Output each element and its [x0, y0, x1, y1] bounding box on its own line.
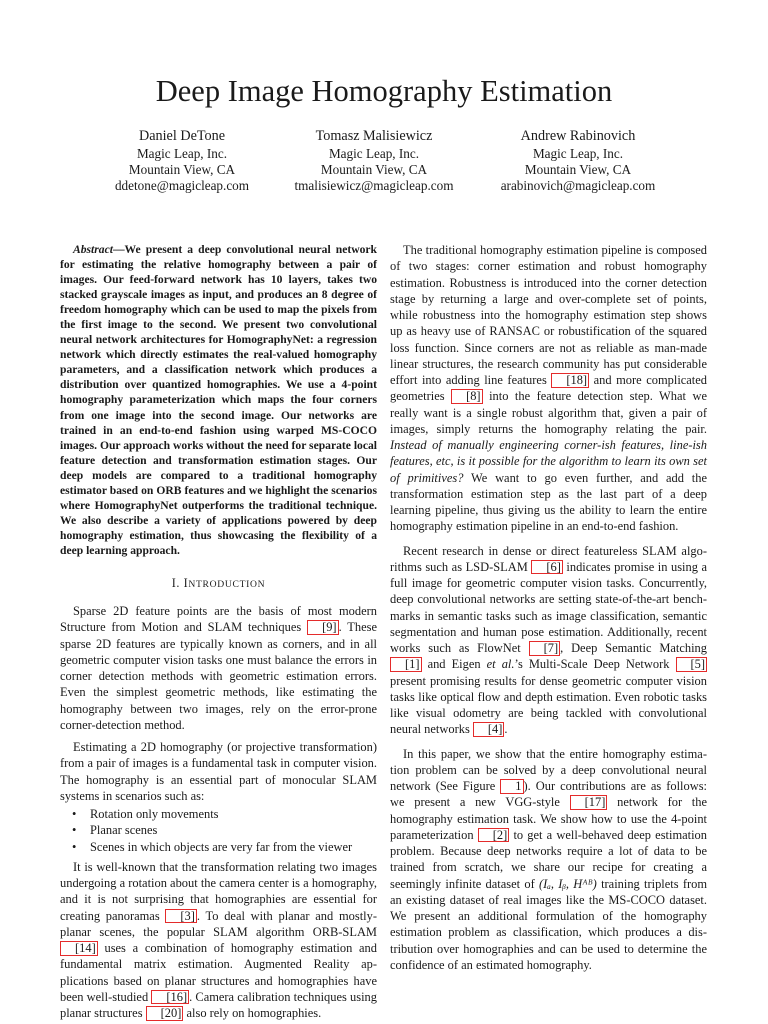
- paragraph: Recent research in dense or direct featureless SLAM algorithms such as LSD-SLAM [6] indicates promise in using a full image for geometric computer vision tasks. Concurrently, deep convolutional networks are setting state-of-the-art benchmarks in semantic tasks such as image classification, semantic segmentation and human pose estimation. Additionally, recent works such as FlowNet [7] , Deep Semantic Matching [1] and Eigen et al.’s Multi-Scale Deep Network [5] present promising results for dense geometric computer vision tasks like optical flow and depth estimation. Even robotic tasks like visual odometry are being tackled with convolutional neural networks [4] .: [390, 543, 707, 737]
- paragraph: In this paper, we show that the entire homography estimation problem can be solved by a deep convolutional neural network (See Figure 1 ). Our contributions are as follows: we present a new VGG-style [17] network for the homography estimation task. We show how to use the 4-point parameterization [2] to get a well-behaved deep estimation problem. Because deep networks require a lot of data to be trained from scratch, we share our recipe for creating a seemingly infinite dataset of (Iₐ, Iᵦ, Hᴬᴮ) training triplets from an existing dataset of real images like the MS-COCO dataset. We present an additional formulation of the homography estimation problem as classification, which produces a distribution over homographies and can be used to determine the confidence of an estimated homography.: [390, 746, 708, 972]
- abstract-label: Abstract: [73, 243, 113, 256]
- author-name: Andrew Rabinovich: [520, 128, 636, 144]
- paragraph: The traditional homography estimation pipeline is composed of two stages: corner estimation and robust homography estimation. Robustness is introduced into the corner detection stage by returning a large and over-complete set of points, while robustness into the homography estimation step shows up as heavy use of RANSAC or robustification of the squared loss function. Since corners are not as reliable as man-made linear structures, the research community has put considerable effort into adding line features [18] and more complicated geometries [8] into the feature detection step. What we really want is a single robust algorithm that, given a pair of images, simply returns the homography relating the pair. Instead of manually engineering corner-ish features, line-ish features, etc, is it possible for the algorithm to learn its own set of primitives? We want to go even further, and add the transformation estimation step as the last part of a deep learning pipeline, thus giving us the ability to learn the entire homography estimation pipeline in an end-to-end fashion.: [390, 243, 708, 534]
- bullet-icon: •: [72, 823, 77, 838]
- citation-link[interactable]: [1]: [390, 657, 422, 672]
- citation-link[interactable]: [3]: [165, 909, 197, 924]
- author-org: Magic Leap, Inc.: [532, 146, 624, 161]
- italic-question: Instead of manually engineering corner-ish features, line-ish features, etc, is it possible for the algorithm to learn its own set of primitives?: [390, 438, 707, 485]
- citation-link[interactable]: [16]: [151, 990, 189, 1005]
- abstract-text: —We present a deep convolutional neural network for estimating the relative homography between a pair of images. Our feed-forward network has 10 layers, takes two stacked grayscale images as input, and produces an 8 degree of freedom homography which can be used to map the pixels from the first image to the second. We present two convolutional neural network architectures for HomographyNet: a regression network which directly estimates the real-valued homography parameters, and a classification network which produces a distribution over quantized homographies. We use a 4-point homography parameterization which maps the four corners from one image into the second image. Our networks are trained in an end-to-end fashion using warped MS-COCO images. Our approach works without the need for separate local feature detection and transformation estimation stages. Our deep models are compared to a traditional homography estimator based on ORB features and we highlight the scenarios where HomographyNet outperforms the traditional technique. We also describe a variety of applications powered by deep homography estimation, thus showcasing the flexibility of a deep learning approach.: [60, 243, 377, 557]
- bullet-icon: •: [72, 839, 77, 854]
- citation-link[interactable]: [17]: [570, 795, 608, 810]
- citation-link[interactable]: [7]: [529, 641, 561, 656]
- author-location: Mountain View, CA: [320, 162, 428, 178]
- left-column: [60, 242, 377, 1021]
- paper-title: Deep Image Homography Estimation: [155, 74, 613, 108]
- author-org: Magic Leap, Inc.: [136, 146, 228, 161]
- author-email: arabinovich@magicleap.com: [500, 178, 656, 194]
- author-name: Tomasz Malisiewicz: [315, 128, 433, 144]
- section-heading-introduction: I. INTRODUCTION: [171, 575, 266, 590]
- author-block-3: [458, 128, 698, 195]
- list-item: • Scenes in which objects are very far from the viewer: [72, 839, 353, 854]
- author-email: tmalisiewicz@magicleap.com: [294, 178, 454, 194]
- bullet-list: [60, 806, 377, 855]
- author-location: Mountain View, CA: [128, 162, 236, 178]
- author-email: ddetone@magicleap.com: [114, 178, 250, 194]
- author-org: Magic Leap, Inc.: [328, 146, 420, 161]
- abstract: [60, 242, 377, 558]
- paragraph: Sparse 2D feature points are the basis of most modern Structure from Motion and SLAM techniques [9] . These sparse 2D features are typically known as corners, and in all geometric computer vision tasks one must balance the errors in corner detection methods with geometric estimation errors. Even the simplest geometric methods, like estimating the homography between two images, rely on the error-prone corner-detection method.: [60, 604, 377, 732]
- paragraph: Estimating a 2D homography (or projective transformation) from a pair of images is a fundamental task in computer vision. The homography is an essential part of monocular SLAM systems in scenarios such as:: [60, 740, 377, 803]
- list-item: • Planar scenes: [72, 823, 158, 838]
- figure-link[interactable]: 1: [500, 779, 523, 794]
- citation-link[interactable]: [8]: [451, 389, 483, 404]
- bullet-icon: •: [72, 807, 77, 822]
- author-location: Mountain View, CA: [524, 162, 632, 178]
- list-item: • Rotation only movements: [72, 807, 219, 822]
- citation-link[interactable]: [5]: [676, 657, 708, 672]
- citation-link[interactable]: [2]: [478, 828, 510, 843]
- citation-link[interactable]: [9]: [307, 620, 339, 635]
- right-column: [390, 242, 707, 973]
- citation-link[interactable]: [6]: [531, 560, 563, 575]
- paragraph: It is well-known that the transformation relating two images undergoing a rotation about the camera center is a homography, and it is not surprising that homographies are essential for creating panoramas [3] . To deal with planar and mostly-planar scenes, the popular SLAM algorithm ORB-SLAM [14] uses a combination of homography estimation and fundamental matrix estimation. Augmented Reality applications based on planar structures and homographies have been well-studied [16] . Camera calibration techniques using planar structures [20] also rely on homographies.: [60, 859, 377, 1021]
- math-triplet: (Iₐ, Iᵦ, Hᴬᴮ): [538, 876, 597, 891]
- citation-link[interactable]: [14]: [60, 941, 98, 956]
- citation-link[interactable]: [20]: [146, 1006, 184, 1021]
- author-name: Daniel DeTone: [138, 128, 226, 144]
- citation-link[interactable]: [18]: [551, 373, 589, 388]
- citation-link[interactable]: [4]: [473, 722, 505, 737]
